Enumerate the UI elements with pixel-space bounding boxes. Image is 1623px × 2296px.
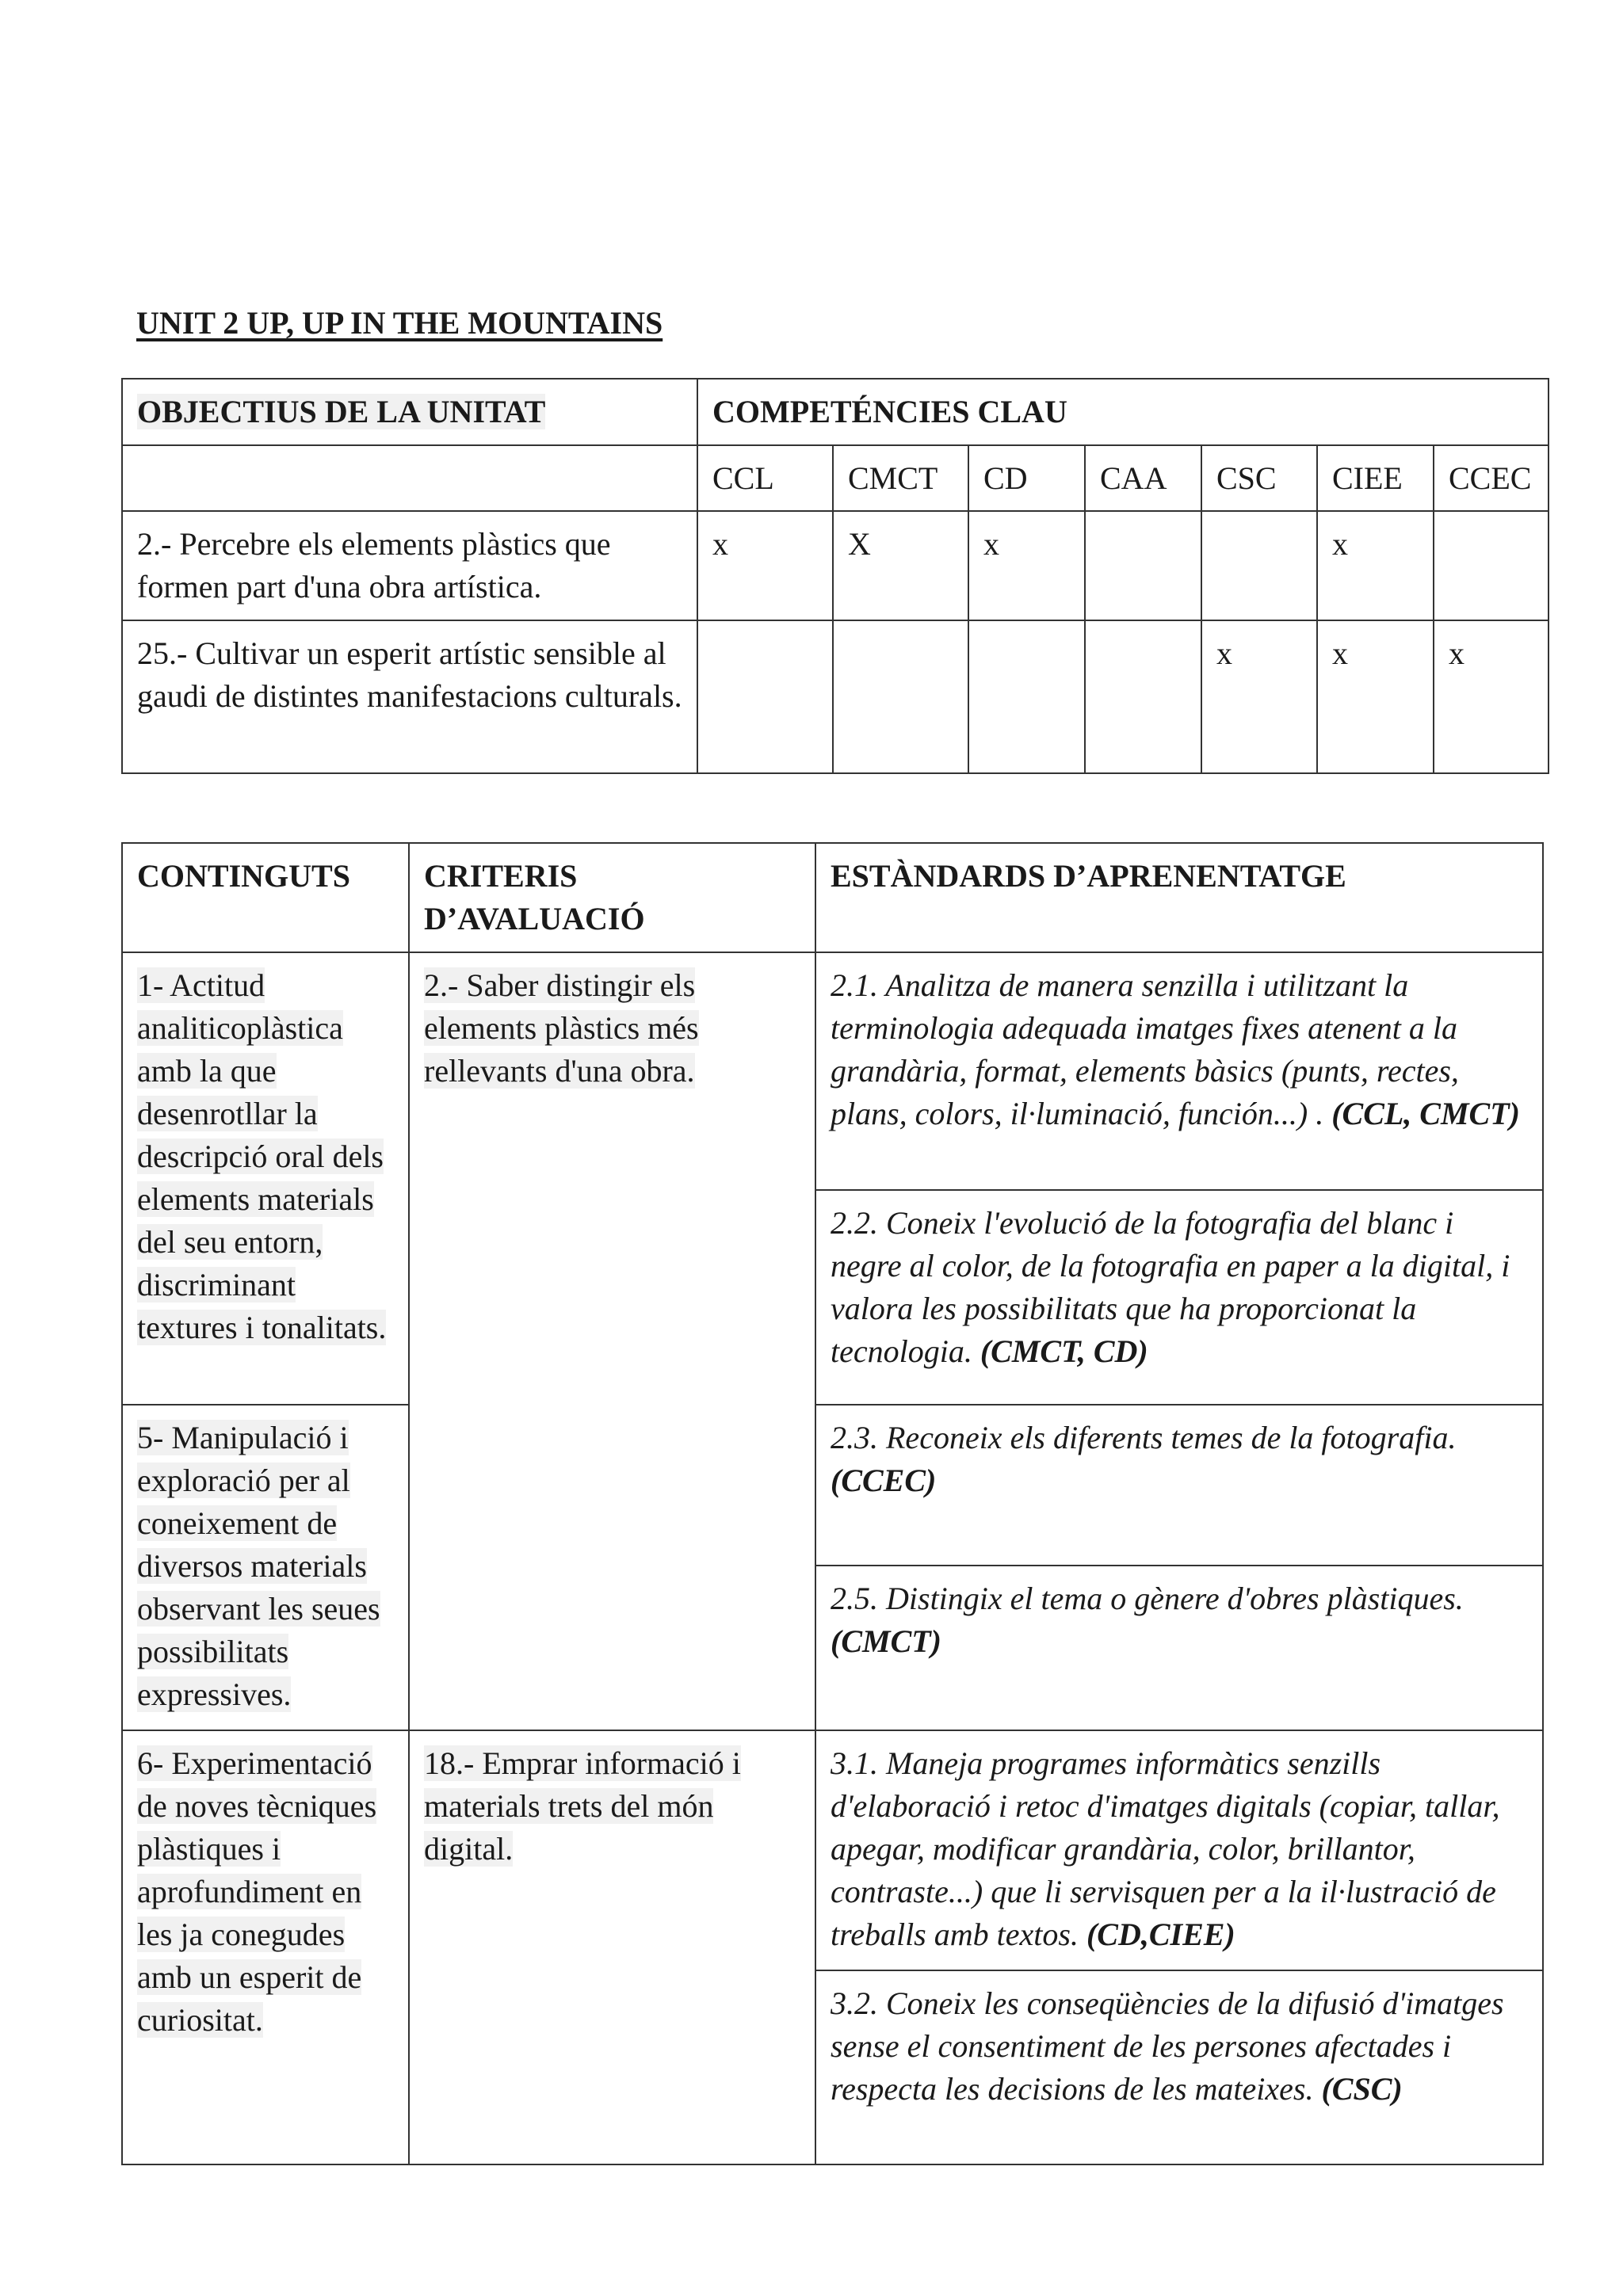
content-text: 6- Experimentació de noves tècniques plàstiques i aprofundiment en les ja conegudes amb un esperit de curiositat. xyxy=(137,1745,377,2038)
objectives-header: OBJECTIUS DE LA UNITAT xyxy=(137,394,546,429)
competence-mark xyxy=(968,620,1085,773)
competence-label: CMCT xyxy=(833,445,968,511)
competence-mark xyxy=(1085,620,1201,773)
standard-code: (CD,CIEE) xyxy=(1086,1917,1235,1952)
competence-label: CAA xyxy=(1085,445,1201,511)
competence-mark: x xyxy=(1317,620,1434,773)
standard-text: 3.2. Coneix les conseqüències de la difusió d'imatges sense el consentiment de les persones afectades i respecta les decisions de les mateixes. xyxy=(831,1985,1504,2107)
standard-code: (CMCT) xyxy=(831,1623,941,1659)
competence-label: CIEE xyxy=(1317,445,1434,511)
contents-criteria-standards-table xyxy=(121,842,1544,2165)
content-text: 5- Manipulació i exploració per al coneixement de diversos materials observant les seues possibilitats expressives. xyxy=(137,1420,380,1712)
competence-mark: x xyxy=(1201,620,1317,773)
competence-label: CCL xyxy=(697,445,833,511)
competence-mark: x xyxy=(1434,620,1549,773)
standard-text: 3.1. Maneja programes informàtics senzills d'elaboració i retoc d'imatges digitals (copiar, tallar, apegar, modificar grandària, color, brillantor, contraste...) que li servisquen per a la il·lustració de treballs amb textos. xyxy=(831,1745,1500,1952)
objectives-competences-table xyxy=(121,378,1549,774)
standard-cell xyxy=(815,1970,1543,2164)
criteria-cell xyxy=(409,1730,815,2164)
objective-cell: 25.- Cultivar un esperit artístic sensible al gaudi de distintes manifestacions culturals. xyxy=(122,620,697,773)
competence-label: CD xyxy=(968,445,1085,511)
standard-text: 2.2. Coneix l'evolució de la fotografia del blanc i negre al color, de la fotografia en paper a la digital, i valora les possibilitats que ha proporcionat la tecnologia. xyxy=(831,1205,1510,1369)
competence-mark: X xyxy=(833,511,968,620)
standard-text: 2.5. Distingix el tema o gènere d'obres plàstiques. xyxy=(831,1581,1464,1616)
competence-mark: x xyxy=(697,511,833,620)
contents-header: CONTINGUTS xyxy=(122,843,409,952)
standard-text: 2.1. Analitza de manera senzilla i utilitzant la terminologia adequada imatges fixes atenent a la grandària, format, elements bàsics (punts, rectes, plans, colors, il·luminació, función...) . xyxy=(831,967,1459,1131)
criteria-cell xyxy=(409,952,815,1730)
content-cell xyxy=(122,952,409,1405)
objectives-header-cell xyxy=(122,379,697,445)
unit-title: UNIT 2 UP, UP IN THE MOUNTAINS xyxy=(136,305,663,341)
competence-mark xyxy=(1434,511,1549,620)
standard-cell xyxy=(815,952,1543,1190)
competence-mark xyxy=(1085,511,1201,620)
standard-cell xyxy=(815,1405,1543,1566)
standard-cell xyxy=(815,1566,1543,1730)
competence-mark xyxy=(697,620,833,773)
standard-code: (CSC) xyxy=(1321,2071,1403,2107)
standard-cell xyxy=(815,1190,1543,1405)
competence-mark: x xyxy=(968,511,1085,620)
content-text: 1- Actitud analiticoplàstica amb la que desenrotllar la descripció oral dels elements materials del seu entorn, discriminant textures i tonalitats. xyxy=(137,967,387,1345)
competence-label: CCEC xyxy=(1434,445,1549,511)
standard-code: (CMCT, CD) xyxy=(980,1333,1148,1369)
empty-cell xyxy=(122,445,697,511)
content-cell xyxy=(122,1405,409,1730)
criteria-text: 18.- Emprar informació i materials trets del món digital. xyxy=(424,1745,741,1867)
standard-code: (CCEC) xyxy=(831,1463,937,1498)
criteria-text: 2.- Saber distingir els elements plàstics més rellevants d'una obra. xyxy=(424,967,699,1089)
criteria-header: CRITERIS D’AVALUACIÓ xyxy=(409,843,815,952)
standard-text: 2.3. Reconeix els diferents temes de la fotografia. xyxy=(831,1420,1457,1455)
standard-code: (CCL, CMCT) xyxy=(1331,1096,1520,1131)
standards-header: ESTÀNDARDS D’APRENENTATGE xyxy=(815,843,1543,952)
standard-cell xyxy=(815,1730,1543,1970)
competence-mark xyxy=(1201,511,1317,620)
content-cell xyxy=(122,1730,409,2164)
competences-header: COMPETÉNCIES CLAU xyxy=(697,379,1549,445)
competence-mark xyxy=(833,620,968,773)
competence-label: CSC xyxy=(1201,445,1317,511)
objective-cell: 2.- Percebre els elements plàstics que formen part d'una obra artística. xyxy=(122,511,697,620)
competence-mark: x xyxy=(1317,511,1434,620)
